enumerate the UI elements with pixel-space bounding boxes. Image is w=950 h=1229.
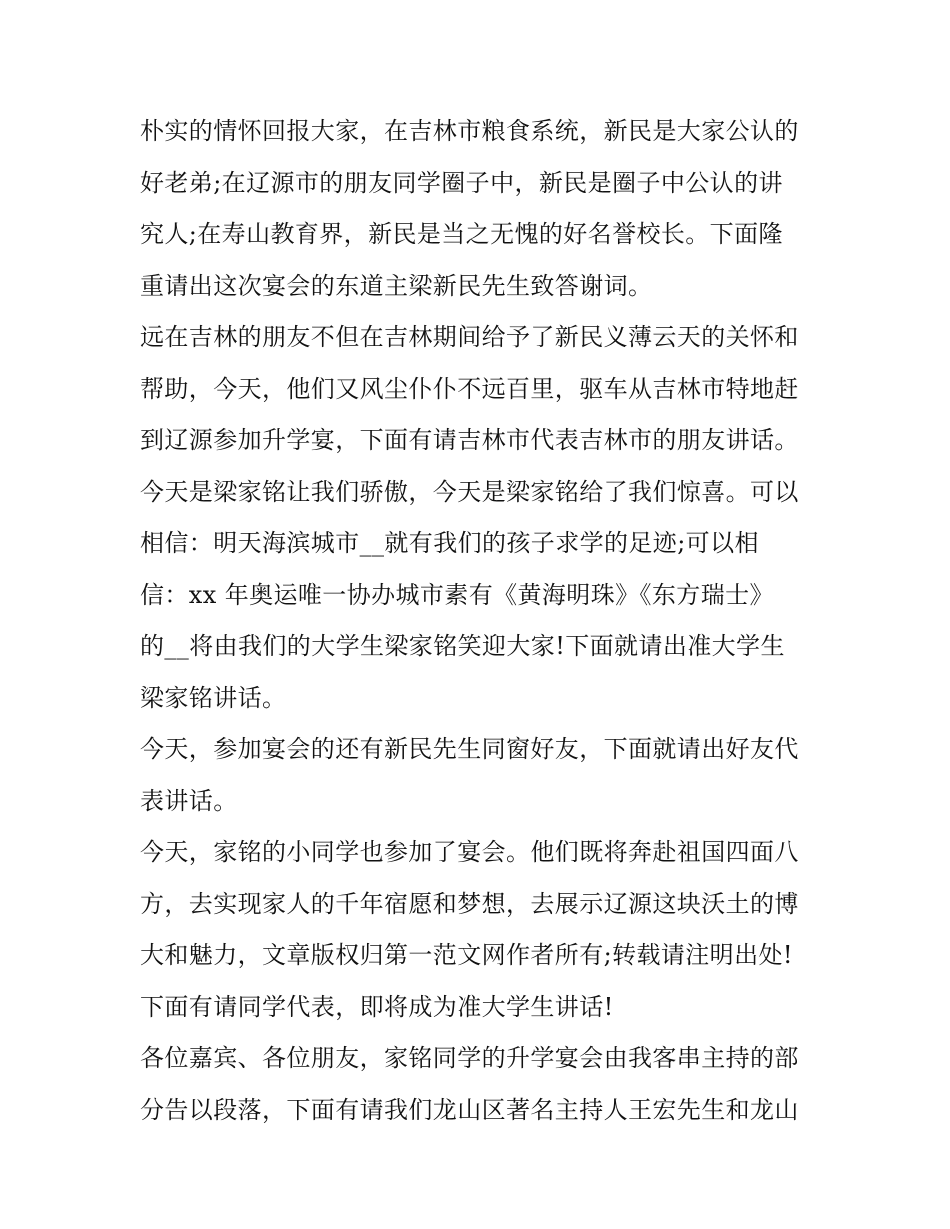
text-line: 朴实的情怀回报大家，在吉林市粮食系统，新民是大家公认的 — [140, 117, 799, 145]
text-line: 信：xx 年奥运唯一协办城市素有《黄海明珠》《东方瑞士》 — [140, 580, 774, 609]
text-line: 各位嘉宾、各位朋友，家铭同学的升学宴会由我客串主持的部 — [140, 1044, 799, 1072]
text-line: 今天是梁家铭让我们骄傲，今天是梁家铭给了我们惊喜。可以 — [140, 477, 799, 506]
text-line: 究人;在寿山教育界，新民是当之无愧的好名誉校长。下面隆 — [140, 220, 783, 248]
text-line: 方，去实现家人的千年宿愿和梦想，去展示辽源这块沃土的博 — [140, 889, 799, 918]
text-line: 今天，参加宴会的还有新民先生同窗好友，下面就请出好友代 — [140, 735, 799, 763]
text-line: 今天，家铭的小同学也参加了宴会。他们既将奔赴祖国四面八 — [140, 838, 799, 866]
text-line: 远在吉林的朋友不但在吉林期间给予了新民义薄云天的关怀和 — [140, 323, 799, 351]
text-line: 下面有请同学代表，即将成为准大学生讲话! — [140, 992, 614, 1021]
document-body — [140, 106, 820, 1136]
text-line: 梁家铭讲话。 — [140, 683, 287, 712]
text-line: 重请出这次宴会的东道主梁新民先生致答谢词。 — [140, 271, 653, 300]
text-line: 大和魅力，文章版权归第一范文网作者所有;转载请注明出处! — [140, 941, 793, 969]
text-line: 表讲话。 — [140, 786, 238, 815]
text-line: 好老弟;在辽源市的朋友同学圈子中，新民是圈子中公认的讲 — [140, 168, 783, 197]
text-line: 的__将由我们的大学生梁家铭笑迎大家!下面就请出准大学生 — [140, 632, 785, 660]
text-line: 相信：明天海滨城市__就有我们的孩子求学的足迹;可以相 — [140, 529, 759, 557]
text-line: 帮助，今天，他们又风尘仆仆不远百里，驱车从吉林市特地赶 — [140, 374, 799, 403]
text-line: 到辽源参加升学宴，下面有请吉林市代表吉林市的朋友讲话。 — [140, 426, 799, 454]
text-line: 分告以段落，下面有请我们龙山区著名主持人王宏先生和龙山 — [140, 1095, 799, 1124]
